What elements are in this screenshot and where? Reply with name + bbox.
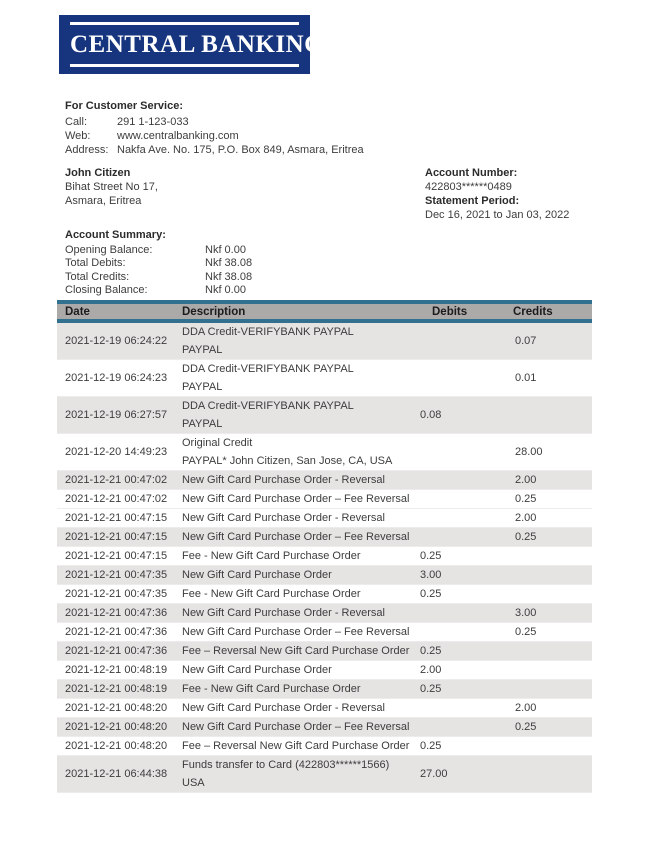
credit-amount: 0.07 <box>515 335 537 347</box>
transaction-description <box>177 547 415 565</box>
account-holder-address-line1: Bihat Street No 17, <box>65 181 158 193</box>
transaction-date: 2021-12-19 06:24:23 <box>65 372 168 384</box>
transaction-description-line: Fee - New Gift Card Purchase Order <box>182 550 361 562</box>
credit-amount: 0.01 <box>515 372 537 384</box>
account-holder-section <box>65 166 158 208</box>
debit-amount: 2.00 <box>420 664 442 676</box>
credit-amount: 2.00 <box>515 512 537 524</box>
transaction-date: 2021-12-21 00:47:15 <box>65 550 168 562</box>
transaction-description-line: New Gift Card Purchase Order - Reversal <box>182 702 385 714</box>
transaction-date: 2021-12-21 00:48:19 <box>65 664 168 676</box>
transaction-description-line: DDA Credit-VERIFYBANK PAYPAL <box>182 326 354 338</box>
credit-amount: 28.00 <box>515 446 543 458</box>
table-row <box>57 323 592 360</box>
transaction-date: 2021-12-21 00:47:36 <box>65 626 168 638</box>
transaction-description-line: PAYPAL <box>182 418 223 430</box>
table-row <box>57 585 592 604</box>
web-label: Web: <box>65 130 91 142</box>
debit-amount: 3.00 <box>420 569 442 581</box>
credit-amount: 0.25 <box>515 721 537 733</box>
table-row <box>57 528 592 547</box>
closing-balance-label: Closing Balance: <box>65 284 148 296</box>
table-row <box>57 680 592 699</box>
closing-balance-value: Nkf 0.00 <box>205 284 246 296</box>
transaction-description-line: New Gift Card Purchase Order – Fee Reversal <box>182 721 410 733</box>
closing-balance-row <box>65 284 252 298</box>
transaction-description-line: New Gift Card Purchase Order - Reversal <box>182 474 385 486</box>
table-row <box>57 397 592 434</box>
customer-service-call-row <box>65 115 364 129</box>
total-credits-value: Nkf 38.08 <box>205 270 253 283</box>
transaction-date: 2021-12-21 00:48:19 <box>65 683 168 695</box>
opening-balance-value: Nkf 0.00 <box>205 243 246 256</box>
transaction-description <box>177 604 415 622</box>
credit-amount: 0.25 <box>515 531 537 543</box>
transaction-description-line: Fee – Reversal New Gift Card Purchase Order <box>182 740 410 752</box>
transaction-description <box>177 360 415 396</box>
opening-balance-label: Opening Balance: <box>65 243 153 256</box>
bank-name: CENTRAL BANKING <box>70 31 325 58</box>
table-row <box>57 718 592 737</box>
transaction-description-line: Fee - New Gift Card Purchase Order <box>182 588 361 600</box>
table-row <box>57 699 592 718</box>
call-label: Call: <box>65 116 88 128</box>
address-label: Address: <box>65 144 109 156</box>
debit-amount: 27.00 <box>420 768 448 780</box>
debit-amount: 0.08 <box>420 409 442 421</box>
transaction-description <box>177 490 415 508</box>
account-summary-section <box>65 229 252 298</box>
debit-amount: 0.25 <box>420 740 442 752</box>
transaction-description <box>177 661 415 679</box>
table-row <box>57 360 592 397</box>
statement-period-label: Statement Period: <box>425 195 520 207</box>
transaction-date: 2021-12-21 00:48:20 <box>65 702 168 714</box>
transaction-description <box>177 509 415 527</box>
transaction-description <box>177 718 415 736</box>
transaction-description-line: PAYPAL <box>182 344 223 356</box>
transaction-description-line: New Gift Card Purchase Order - Reversal <box>182 512 385 524</box>
date-column-header: Date <box>65 305 90 318</box>
transaction-description <box>177 585 415 603</box>
customer-service-section <box>65 99 364 157</box>
transaction-date: 2021-12-19 06:27:57 <box>65 409 168 421</box>
description-column-header: Description <box>182 305 246 318</box>
table-row <box>57 547 592 566</box>
transaction-description-line: New Gift Card Purchase Order – Fee Reversal <box>182 493 410 505</box>
account-summary-heading: Account Summary: <box>65 229 166 241</box>
transaction-description-line: USA <box>182 777 205 789</box>
debit-amount: 0.25 <box>420 645 442 657</box>
total-debits-value: Nkf 38.08 <box>205 257 253 269</box>
transaction-description-line: New Gift Card Purchase Order - Reversal <box>182 607 385 619</box>
table-row <box>57 661 592 680</box>
transaction-date: 2021-12-21 00:47:15 <box>65 512 168 524</box>
transaction-description <box>177 699 415 717</box>
transaction-description-line: Original Credit <box>182 437 253 449</box>
total-debits-label: Total Debits: <box>65 257 126 269</box>
transaction-description <box>177 680 415 698</box>
logo-divider-top <box>70 22 299 25</box>
debit-amount: 0.25 <box>420 588 442 600</box>
transaction-date: 2021-12-19 06:24:22 <box>65 335 168 347</box>
account-number-label: Account Number: <box>425 167 518 179</box>
transaction-description <box>177 434 415 470</box>
credits-column-header: Credits <box>513 305 553 318</box>
table-row <box>57 471 592 490</box>
account-info-section <box>425 166 569 222</box>
table-row <box>57 604 592 623</box>
transaction-description-line: Fee - New Gift Card Purchase Order <box>182 683 361 695</box>
customer-service-web-row <box>65 129 364 143</box>
transactions-table-header-row <box>57 304 592 319</box>
transaction-description-line: New Gift Card Purchase Order <box>182 569 332 581</box>
credit-amount: 0.25 <box>515 493 537 505</box>
table-row <box>57 642 592 661</box>
transaction-description-line: PAYPAL <box>182 381 223 393</box>
table-row <box>57 623 592 642</box>
logo-divider-bottom <box>70 64 299 67</box>
table-row <box>57 509 592 528</box>
transaction-description-line: Funds transfer to Card (422803******1566) <box>182 759 390 771</box>
table-row <box>57 756 592 793</box>
table-body <box>57 323 592 793</box>
credit-amount: 0.25 <box>515 626 537 638</box>
transaction-date: 2021-12-21 00:47:35 <box>65 588 168 600</box>
transaction-description <box>177 566 415 584</box>
transaction-description <box>177 471 415 489</box>
statement-period-value: Dec 16, 2021 to Jan 03, 2022 <box>425 209 570 221</box>
address-value: Nakfa Ave. No. 175, P.O. Box 849, Asmara, Eritrea <box>117 144 364 156</box>
account-holder-name: John Citizen <box>65 167 131 179</box>
call-value: 291 1-123-033 <box>117 116 189 128</box>
table-row <box>57 566 592 585</box>
credit-amount: 2.00 <box>515 474 537 486</box>
transaction-date: 2021-12-21 00:47:15 <box>65 531 168 543</box>
transaction-description-line: PAYPAL* John Citizen, San Jose, CA, USA <box>182 455 393 467</box>
transaction-description <box>177 737 415 755</box>
transaction-date: 2021-12-21 00:47:35 <box>65 569 168 581</box>
transaction-date: 2021-12-21 00:47:02 <box>65 493 168 505</box>
transaction-description <box>177 756 415 792</box>
opening-balance-row <box>65 244 252 258</box>
transaction-date: 2021-12-21 06:44:38 <box>65 768 168 780</box>
debit-amount: 0.25 <box>420 683 442 695</box>
transaction-description <box>177 642 415 660</box>
transaction-description-line: New Gift Card Purchase Order – Fee Reversal <box>182 531 410 543</box>
transaction-date: 2021-12-20 14:49:23 <box>65 446 168 458</box>
transaction-date: 2021-12-21 00:48:20 <box>65 740 168 752</box>
account-number-value: 422803******0489 <box>425 181 512 193</box>
credit-amount: 2.00 <box>515 702 537 714</box>
transaction-date: 2021-12-21 00:47:02 <box>65 474 168 486</box>
transaction-description-line: DDA Credit-VERIFYBANK PAYPAL <box>182 363 354 375</box>
debit-amount: 0.25 <box>420 550 442 562</box>
total-debits-row <box>65 257 252 271</box>
transaction-description-line: New Gift Card Purchase Order <box>182 664 332 676</box>
transactions-table <box>57 300 592 793</box>
transaction-description-line: DDA Credit-VERIFYBANK PAYPAL <box>182 400 354 412</box>
customer-service-address-row <box>65 143 364 157</box>
table-row <box>57 434 592 471</box>
table-row <box>57 737 592 756</box>
transaction-description <box>177 528 415 546</box>
transaction-date: 2021-12-21 00:48:20 <box>65 721 168 733</box>
transaction-description-line: Fee – Reversal New Gift Card Purchase Order <box>182 645 410 657</box>
transaction-description <box>177 397 415 433</box>
transaction-date: 2021-12-21 00:47:36 <box>65 607 168 619</box>
table-row <box>57 490 592 509</box>
transaction-description <box>177 623 415 641</box>
customer-service-heading: For Customer Service: <box>65 100 183 112</box>
total-credits-row <box>65 271 252 285</box>
credit-amount: 3.00 <box>515 607 537 619</box>
transaction-date: 2021-12-21 00:47:36 <box>65 645 168 657</box>
total-credits-label: Total Credits: <box>65 270 130 283</box>
web-value: www.centralbanking.com <box>117 130 239 142</box>
debits-column-header: Debits <box>432 305 468 318</box>
transaction-description <box>177 323 415 359</box>
transactions-table-header <box>57 300 592 323</box>
transaction-description-line: New Gift Card Purchase Order – Fee Reversal <box>182 626 410 638</box>
bank-logo <box>59 15 325 74</box>
account-holder-address-line2: Asmara, Eritrea <box>65 195 142 207</box>
